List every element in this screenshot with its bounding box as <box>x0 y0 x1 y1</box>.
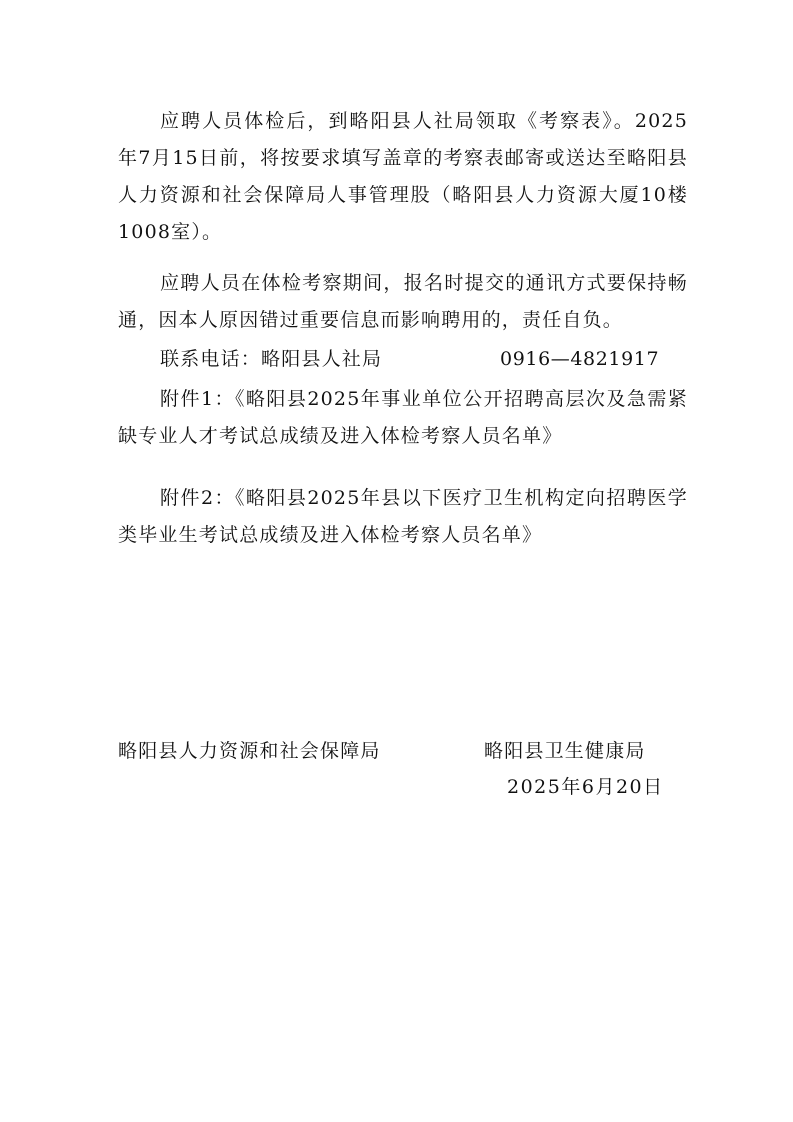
attachment-1: 附件1：《略阳县2025年事业单位公开招聘高层次及急需紧缺专业人才考试总成绩及进入体检考察人员名单》 <box>118 388 688 447</box>
contact-phone: 0916—4821917 <box>500 348 660 370</box>
attachment-2: 附件2：《略阳县2025年县以下医疗卫生机构定向招聘医学类毕业生考试总成绩及进入体检考察人员名单》 <box>118 487 688 546</box>
signatory-hr-bureau: 略阳县人力资源和社会保障局 <box>118 740 381 762</box>
paragraph-exam-form: 应聘人员体检后，到略阳县人社局领取《考察表》。2025年7月15日前，将按要求填写盖章的考察表邮寄或送达至略阳县人力资源和社会保障局人事管理股（略阳县人力资源大厦10楼1008室）。 <box>118 110 688 243</box>
paragraph-contact-notice: 应聘人员在体检考察期间，报名时提交的通讯方式要保持畅通，因本人原因错过重要信息而影响聘用的，责任自负。 <box>118 272 688 331</box>
document-date: 2025年6月20日 <box>507 776 664 798</box>
contact-label: 联系电话：略阳县人社局 <box>160 348 383 370</box>
signatory-health-bureau: 略阳县卫生健康局 <box>484 740 646 762</box>
